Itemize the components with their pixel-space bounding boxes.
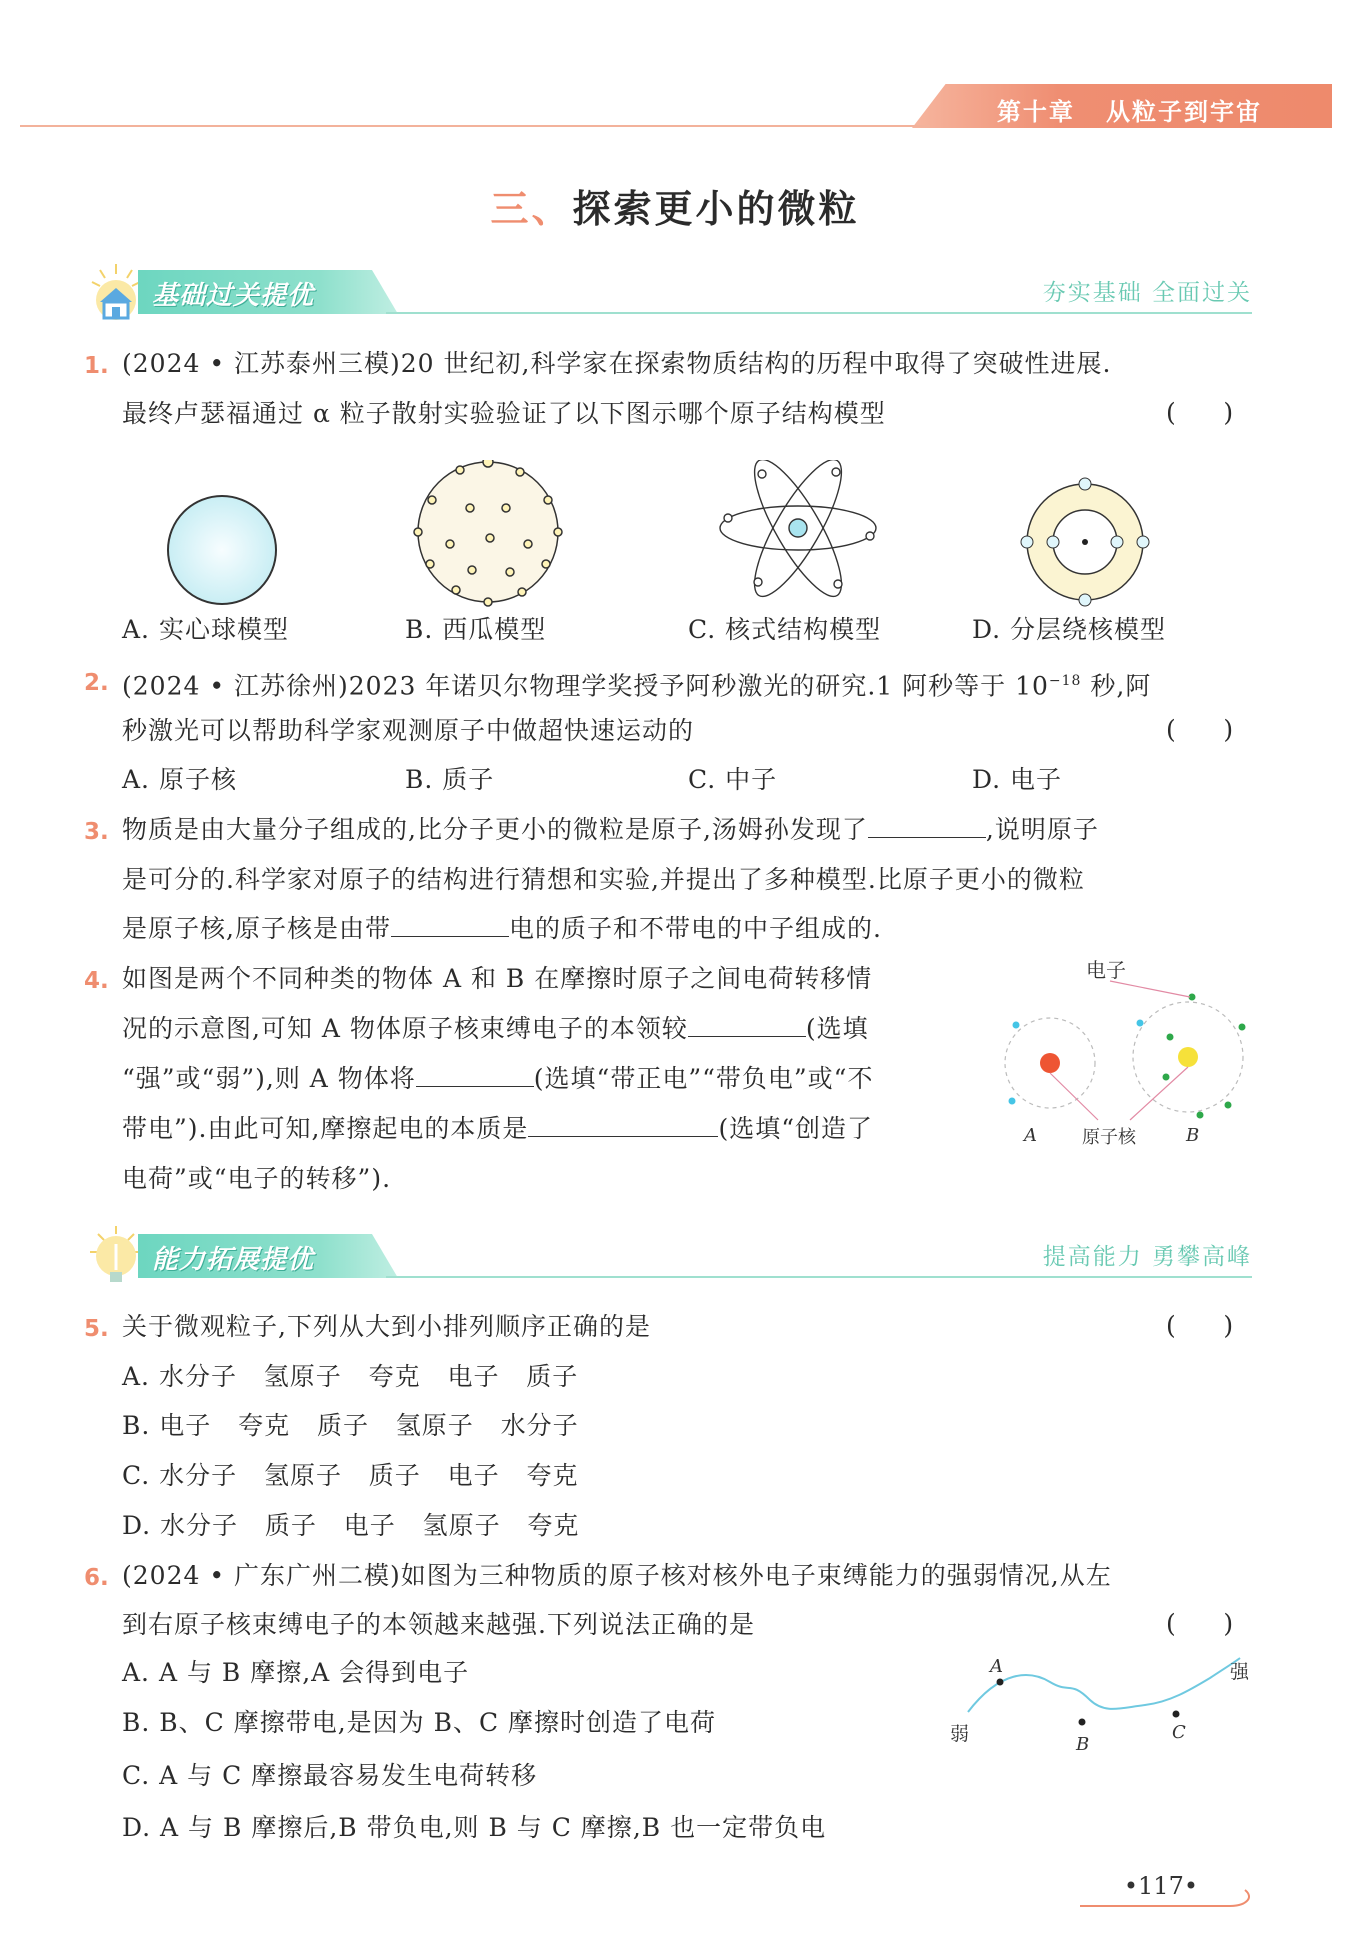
q6-option-b[interactable]: B. B、C 摩擦带电,是因为 B、C 摩擦时创造了电荷 xyxy=(122,1708,717,1737)
q4-line3-text: “强”或“弱”),则 A 物体将 xyxy=(122,1064,416,1093)
question-number: 6. xyxy=(84,1565,109,1591)
solid-sphere-model xyxy=(168,496,276,604)
q2-line2: 秒激光可以帮助科学家观测原子中做超快速运动的 xyxy=(122,716,695,745)
section-banner-text: 能力拓展提优 xyxy=(152,1245,315,1275)
answer-bracket[interactable]: ( ) xyxy=(1166,715,1234,744)
answer-bracket[interactable]: ( ) xyxy=(1166,1609,1234,1638)
q4-line3 xyxy=(122,1063,873,1095)
q6-line2: 到右原子核束缚电子的本领越来越强.下列说法正确的是 xyxy=(122,1610,755,1639)
q4-line4-text: 带电”).由此可知,摩擦起电的本质是 xyxy=(122,1114,529,1143)
q4-line4 xyxy=(122,1113,873,1145)
q4-line4-end: (选填“创造了 xyxy=(718,1114,873,1143)
section-slogan: 提高能力 勇攀高峰 xyxy=(1042,1244,1252,1270)
q4-line2 xyxy=(122,1013,869,1045)
electron-label: 电子 xyxy=(1086,958,1126,982)
point-a-label: A xyxy=(990,1656,1003,1677)
q6-option-d[interactable]: D. A 与 B 摩擦后,B 带负电,则 B 与 C 摩擦,B 也一定带负电 xyxy=(122,1813,827,1842)
fill-blank[interactable] xyxy=(868,837,986,838)
q2-line1-end: 秒,阿 xyxy=(1081,671,1152,701)
q5-option-d[interactable]: D. 水分子 质子 电子 氢原子 夸克 xyxy=(122,1511,580,1540)
q4-line5: 电荷”或“电子的转移”). xyxy=(122,1164,392,1193)
q5-option-b[interactable]: B. 电子 夸克 质子 氢原子 水分子 xyxy=(122,1411,579,1440)
question-number: 1. xyxy=(84,353,109,379)
point-c-label: C xyxy=(1172,1722,1186,1743)
q5-option-a[interactable]: A. 水分子 氢原子 夸克 电子 质子 xyxy=(122,1362,579,1391)
section-rule xyxy=(386,1276,1252,1278)
answer-bracket[interactable]: ( ) xyxy=(1166,1311,1234,1340)
q4-line3-end: (选填“带正电”“带负电”或“不 xyxy=(533,1064,874,1093)
q6-option-c[interactable]: C. A 与 C 摩擦最容易发生电荷转移 xyxy=(122,1761,538,1790)
section-rule xyxy=(386,312,1252,314)
section-basic xyxy=(86,266,1252,322)
q2-exponent: −18 xyxy=(1048,673,1082,689)
fill-blank[interactable] xyxy=(391,936,509,937)
page-number: •117• xyxy=(1123,1872,1198,1900)
lightbulb-icon xyxy=(86,1224,146,1288)
q1-option-c[interactable]: C. 核式结构模型 xyxy=(688,615,882,644)
q5-option-c[interactable]: C. 水分子 氢原子 质子 电子 夸克 xyxy=(122,1461,579,1490)
q1-models-figure xyxy=(150,460,1250,620)
section-slogan: 夯实基础 全面过关 xyxy=(1042,280,1252,306)
q3-line3-end: 电的质子和不带电的中子组成的. xyxy=(508,914,882,943)
q1-option-d[interactable]: D. 分层绕核模型 xyxy=(972,615,1167,644)
fill-blank[interactable] xyxy=(688,1036,806,1037)
fill-blank[interactable] xyxy=(416,1086,534,1087)
layered-model xyxy=(1021,478,1149,606)
q2-line1 xyxy=(122,665,1151,702)
fill-blank[interactable] xyxy=(528,1136,718,1137)
q3-line1-end: ,说明原子 xyxy=(985,815,1099,844)
page-number-underline xyxy=(1080,1880,1260,1910)
q3-line2: 是可分的.科学家对原子的结构进行猜想和实验,并提出了多种模型.比原子更小的微粒 xyxy=(122,865,1085,894)
q3-line1 xyxy=(122,814,1099,846)
q1-line1: (2024 • 江苏泰州三模)20 世纪初,科学家在探索物质结构的历程中取得了突破性进展. xyxy=(122,349,1112,378)
house-icon xyxy=(86,260,146,324)
question-number: 4. xyxy=(84,968,109,994)
weak-label: 弱 xyxy=(950,1723,970,1745)
nucleus-label: 原子核 xyxy=(1082,1127,1136,1148)
lesson-number: 三、 xyxy=(490,186,573,231)
lesson-title-text: 探索更小的微粒 xyxy=(572,186,860,231)
point-b-label: B xyxy=(1076,1734,1090,1755)
q4-line1: 如图是两个不同种类的物体 A 和 B 在摩擦时原子之间电荷转移情 xyxy=(122,964,873,993)
q6-binding-strength-figure xyxy=(940,1650,1260,1760)
watermelon-model xyxy=(414,460,562,606)
question-number: 3. xyxy=(84,819,109,845)
q3-line1-text: 物质是由大量分子组成的,比分子更小的微粒是原子,汤姆孙发现了 xyxy=(122,815,868,844)
q1-line2: 最终卢瑟福通过 α 粒子散射实验验证了以下图示哪个原子结构模型 xyxy=(122,399,886,428)
q1-option-a[interactable]: A. 实心球模型 xyxy=(122,615,289,644)
chapter-title: 第十章 从粒子到宇宙 xyxy=(996,98,1262,126)
q2-line1-text: (2024 • 江苏徐州)2023 年诺贝尔物理学奖授予阿秒激光的研究.1 阿秒等于 10 xyxy=(122,671,1049,701)
section-extension xyxy=(86,1230,1252,1286)
q1-option-b[interactable]: B. 西瓜模型 xyxy=(405,615,547,644)
strong-label: 强 xyxy=(1230,1661,1250,1683)
object-b-label: B xyxy=(1186,1125,1200,1146)
section-banner-text: 基础过关提优 xyxy=(152,281,315,311)
nuclear-model xyxy=(720,460,876,607)
q3-line3-text: 是原子核,原子核是由带 xyxy=(122,914,391,943)
q3-line3 xyxy=(122,913,882,945)
question-number: 5. xyxy=(84,1316,109,1342)
q6-option-a[interactable]: A. A 与 B 摩擦,A 会得到电子 xyxy=(122,1658,470,1687)
q4-friction-figure xyxy=(990,955,1260,1155)
object-a-label: A xyxy=(1024,1125,1037,1146)
q4-line2-text: 况的示意图,可知 A 物体原子核束缚电子的本领较 xyxy=(122,1014,688,1043)
answer-bracket[interactable]: ( ) xyxy=(1166,398,1234,427)
q5-stem: 关于微观粒子,下列从大到小排列顺序正确的是 xyxy=(122,1312,651,1341)
question-number: 2. xyxy=(84,670,109,696)
q2-option-b[interactable]: B. 质子 xyxy=(405,765,495,794)
header-rule xyxy=(20,125,930,127)
lesson-title xyxy=(0,178,1350,233)
q2-option-c[interactable]: C. 中子 xyxy=(688,765,778,794)
q6-line1: (2024 • 广东广州二模)如图为三种物质的原子核对核外电子束缚能力的强弱情况,从左 xyxy=(122,1561,1112,1590)
q2-option-a[interactable]: A. 原子核 xyxy=(122,765,237,794)
q4-line2-end: (选填 xyxy=(805,1014,869,1043)
q2-option-d[interactable]: D. 电子 xyxy=(972,765,1063,794)
